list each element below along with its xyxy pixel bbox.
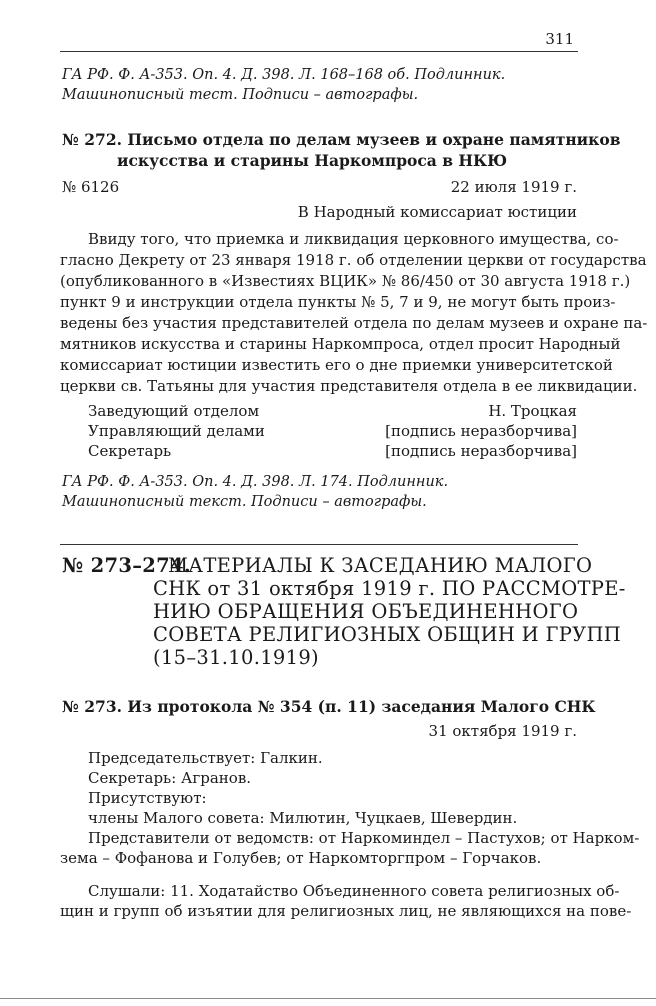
section-title-line: СОВЕТА РЕЛИГИОЗНЫХ ОБЩИН И ГРУПП	[153, 623, 622, 646]
body-line: церкви св. Татьяны для участия представителя отдела в ее ликвидации.	[60, 377, 638, 395]
archive-ref-line: Машинописный текст. Подписи – автографы.	[62, 494, 427, 510]
body-line: (опубликованного в «Известиях ВЦИК» № 86/450 от 30 августа 1918 г.)	[60, 272, 631, 290]
body-line: мятников искусства и старины Наркомпроса, отдел просит Народный	[60, 335, 621, 353]
doc-272-addressee: В Народный комиссариат юстиции	[297, 203, 577, 221]
archive-ref-line: ГА РФ. Ф. А-353. Оп. 4. Д. 398. Л. 168–168 об. Подлинник.	[62, 67, 506, 83]
page-number: 311	[545, 30, 574, 48]
body-line: пункт 9 и инструкции отдела пункты № 5, 7 и 9, не могут быть произ-	[60, 293, 616, 311]
doc-272-date: 22 июля 1919 г.	[450, 178, 577, 196]
signature-name: [подпись неразборчива]	[385, 422, 577, 440]
section-number: № 273–274.	[62, 554, 191, 577]
signature-role: Заведующий отделом	[88, 402, 260, 420]
body-line: ведены без участия представителей отдела по делам музеев и охране па-	[60, 314, 648, 332]
bottom-edge	[0, 998, 656, 999]
doc-272-title: № 272. Письмо отдела по делам музеев и охране памятников	[62, 130, 621, 149]
signature-name: Н. Троцкая	[488, 402, 577, 420]
signature-name: [подпись неразборчива]	[385, 442, 577, 460]
doc-273-members: члены Малого совета: Милютин, Чуцкаев, Шевердин.	[88, 809, 518, 827]
section-rule	[60, 544, 578, 545]
header-rule	[60, 51, 578, 52]
body-line: Ввиду того, что приемка и ликвидация церковного имущества, со-	[88, 230, 619, 248]
section-title-line: СНК от 31 октября 1919 г. ПО РАССМОТРЕ-	[153, 577, 626, 600]
doc-273-heard: Слушали: 11. Ходатайство Объединенного совета религиозных об-	[88, 882, 620, 900]
section-title-line: МАТЕРИАЛЫ К ЗАСЕДАНИЮ МАЛОГО	[168, 554, 593, 577]
doc-273-date: 31 октября 1919 г.	[428, 722, 577, 740]
doc-273-title: № 273. Из протокола № 354 (п. 11) заседания Малого СНК	[62, 697, 596, 716]
body-line: гласно Декрету от 23 января 1918 г. об отделении церкви от государства	[60, 251, 647, 269]
archive-ref-line: ГА РФ. Ф. А-353. Оп. 4. Д. 398. Л. 174. Подлинник.	[62, 474, 449, 490]
doc-272-title: искусства и старины Наркомпроса в НКЮ	[117, 151, 508, 170]
body-line: комиссариат юстиции известить его о дне приемки университетской	[60, 356, 613, 374]
archive-ref-line: Машинописный тест. Подписи – автографы.	[62, 87, 419, 103]
signature-role: Управляющий делами	[88, 422, 265, 440]
doc-273-representatives: Представители от ведомств: от Наркоминдел – Пастухов; от Нарком-	[88, 829, 640, 847]
doc-273-chair: Председательствует: Галкин.	[88, 749, 323, 767]
section-title-line: НИЮ ОБРАЩЕНИЯ ОБЪЕДИНЕННОГО	[153, 600, 579, 623]
signature-role: Секретарь	[88, 442, 172, 460]
section-title-line: (15–31.10.1919)	[153, 646, 319, 669]
doc-273-secretary: Секретарь: Агранов.	[88, 769, 252, 787]
doc-273-representatives: зема – Фофанова и Голубев; от Наркомторгпром – Горчаков.	[60, 849, 542, 867]
doc-273-heard: щин и групп об изъятии для религиозных лиц, не являющихся на пове-	[60, 902, 632, 920]
doc-273-present: Присутствуют:	[88, 789, 207, 807]
doc-272-number: № 6126	[62, 178, 120, 196]
